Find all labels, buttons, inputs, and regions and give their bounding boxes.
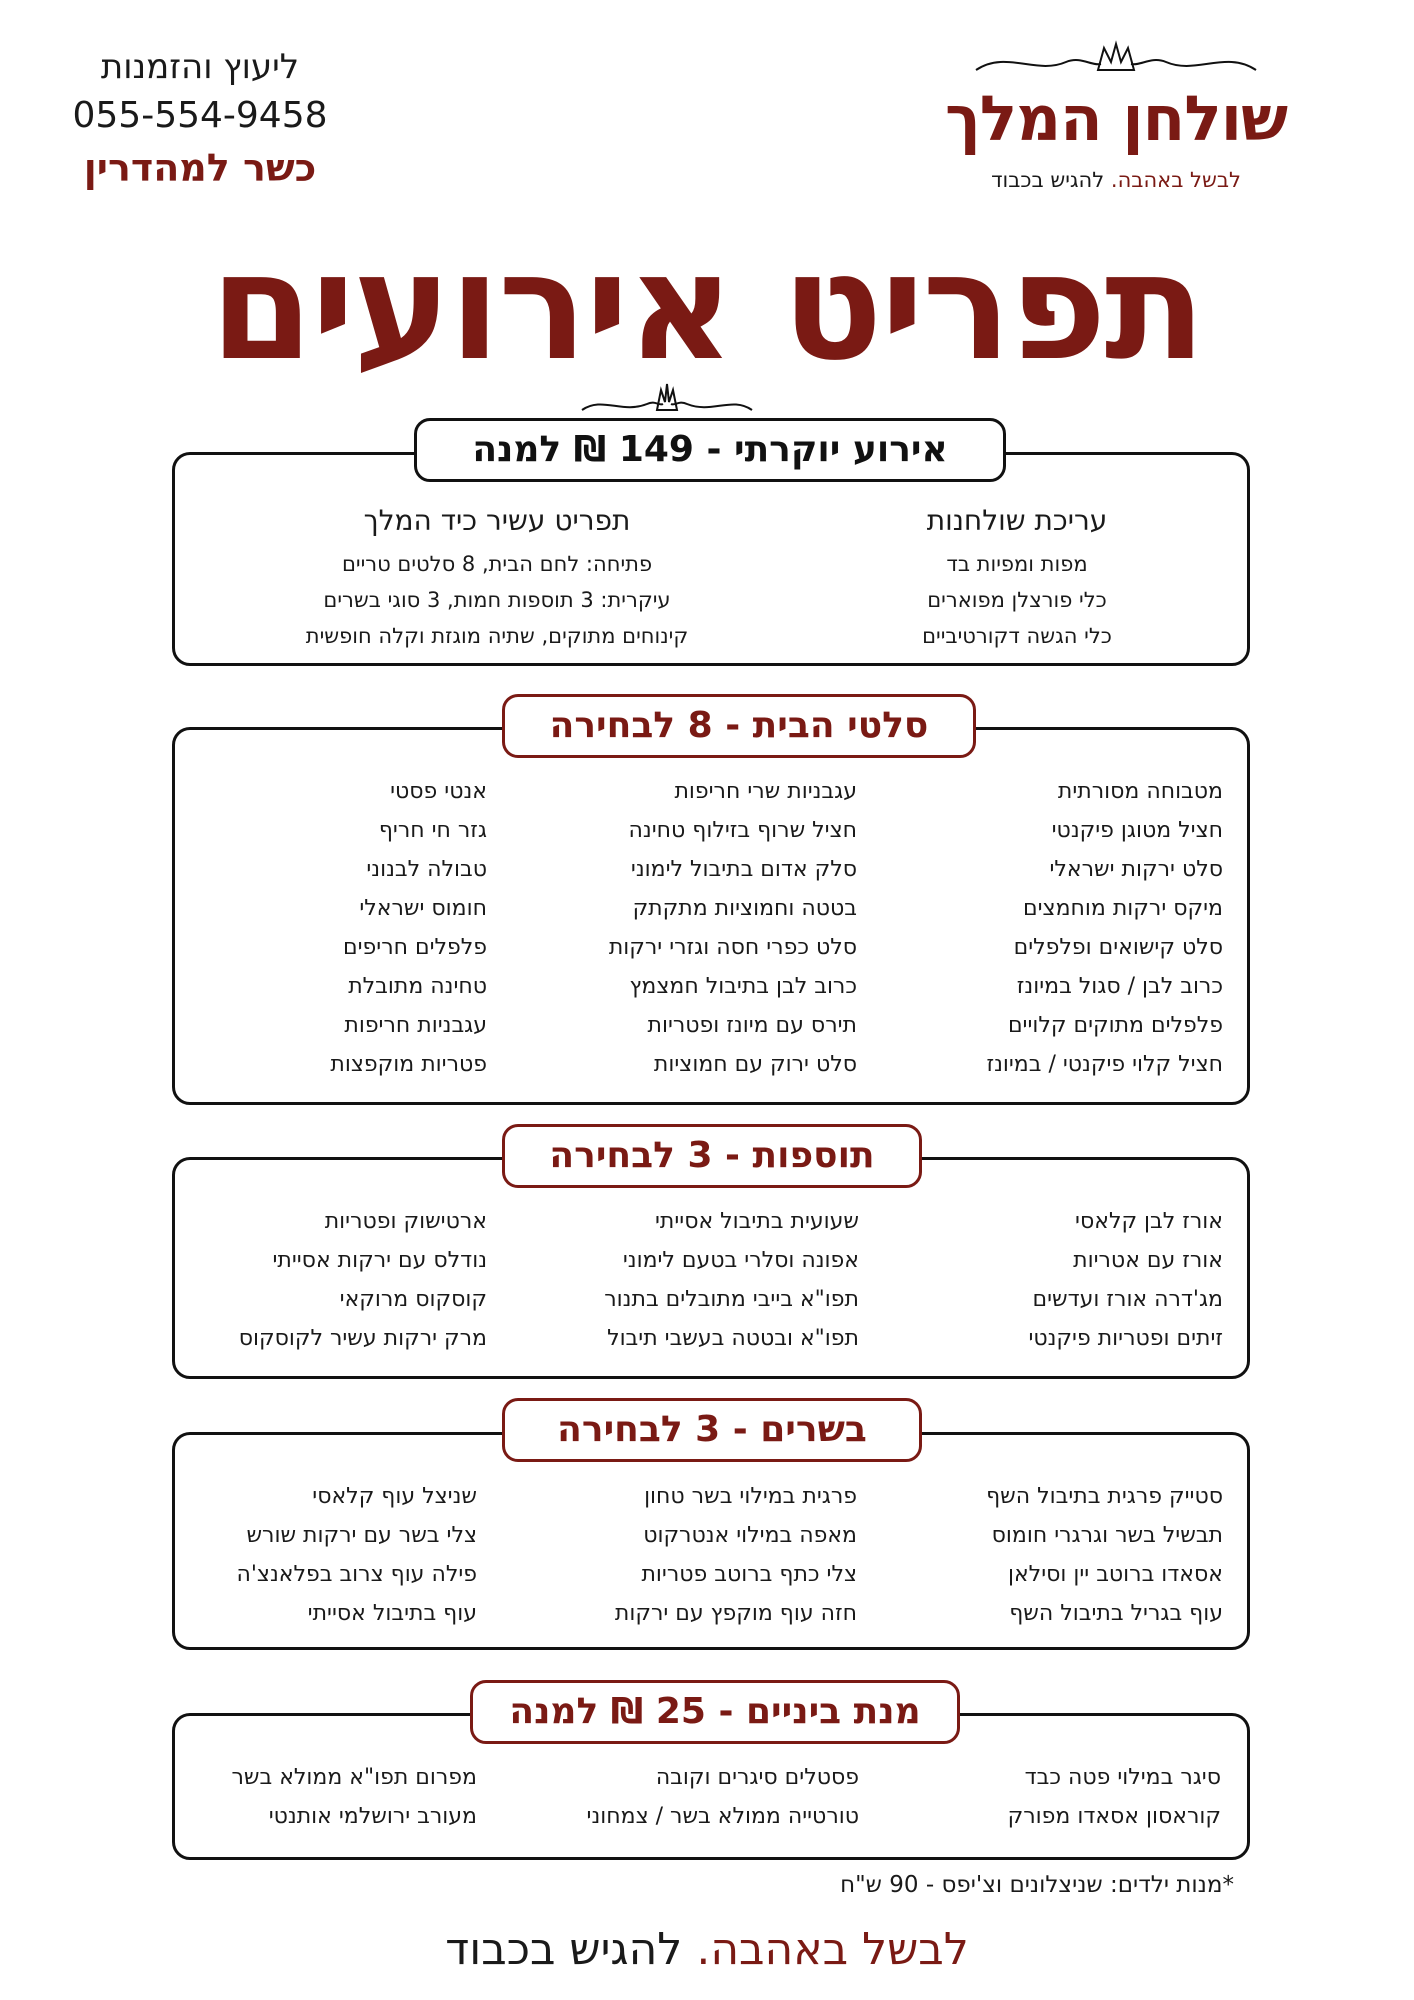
list-item: כלי הגשה דקורטיביים bbox=[922, 624, 1112, 648]
list-item: צלי בשר עם ירקות שורש bbox=[246, 1523, 477, 1548]
crown-ornament-icon bbox=[577, 378, 757, 418]
list-item: תפו"א ובטטה בעשבי תיבול bbox=[607, 1326, 859, 1351]
meats-column-1 bbox=[986, 1477, 1223, 1633]
list-item: אפונה וסלרי בטעם לימוני bbox=[622, 1248, 859, 1273]
premium-event-box bbox=[172, 452, 1250, 666]
list-item: עוף בתיבול אסייתי bbox=[307, 1601, 477, 1626]
list-item: סלט ירוק עם חמוציות bbox=[653, 1052, 857, 1077]
list-item: כרוב לבן / סגול במיונז bbox=[1016, 974, 1223, 999]
list-item: כרוב לבן בתיבול חמצמץ bbox=[629, 974, 857, 999]
meats-column-3 bbox=[237, 1477, 478, 1633]
list-item: מאפה במילוי אנטרקוט bbox=[643, 1523, 857, 1548]
list-item: מיקס ירקות מוחמצים bbox=[1023, 896, 1223, 921]
premium-event-pill: אירוע יוקרתי - 149 ₪ למנה bbox=[414, 418, 1006, 482]
sides-pill: תוספות - 3 לבחירה bbox=[502, 1124, 922, 1188]
list-item: מעורב ירושלמי אותנטי bbox=[268, 1804, 477, 1829]
list-item: מפות ומפיות בד bbox=[946, 552, 1088, 576]
table-setting-heading: עריכת שולחנות bbox=[926, 504, 1108, 537]
footer-slogan: לבשל באהבה. להגיש בכבוד bbox=[445, 1924, 969, 1975]
salads-column-2 bbox=[609, 772, 857, 1084]
meats-column-2 bbox=[615, 1477, 857, 1633]
meats-box bbox=[172, 1432, 1250, 1650]
sides-column-3 bbox=[239, 1202, 487, 1358]
salads-pill: סלטי הבית - 8 לבחירה bbox=[502, 694, 976, 758]
salads-box bbox=[172, 727, 1250, 1105]
list-item: חציל שרוף בזילוף טחינה bbox=[628, 818, 857, 843]
list-item: זיתים ופטריות פיקנטי bbox=[1028, 1326, 1223, 1351]
middle-column-3 bbox=[231, 1758, 477, 1836]
list-item: פתיחה: לחם הבית, 8 סלטים טריים bbox=[341, 552, 653, 576]
list-item: ארטישוק ופטריות bbox=[324, 1209, 487, 1234]
meats-pill: בשרים - 3 לבחירה bbox=[502, 1398, 922, 1462]
list-item: סלט כפרי חסה וגזרי ירקות bbox=[608, 935, 857, 960]
list-item: קוסקוס מרוקאי bbox=[339, 1287, 487, 1312]
list-item: שניצל עוף קלאסי bbox=[312, 1484, 477, 1509]
list-item: שעועית בתיבול אסייתי bbox=[654, 1209, 859, 1234]
rich-menu-column bbox=[267, 500, 727, 654]
list-item: צלי כתף ברוטב פטריות bbox=[641, 1562, 857, 1587]
crown-ornament-icon bbox=[966, 40, 1266, 80]
list-item: מטבוחה מסורתית bbox=[1057, 779, 1223, 804]
kosher-label: כשר למהדרין bbox=[83, 146, 317, 190]
contact-block bbox=[50, 44, 350, 194]
list-item: קינוחים מתוקים, שתיה מוגזת וקלה חופשית bbox=[305, 624, 689, 648]
kids-menu-note: *מנות ילדים: שניצלונים וצ'יפס - 90 ש"ח bbox=[840, 1872, 1234, 1898]
list-item: סלט ירקות ישראלי bbox=[1049, 857, 1223, 882]
list-item: פטריות מוקפצות bbox=[330, 1052, 487, 1077]
list-item: סטייק פרגית בתיבול השף bbox=[986, 1484, 1223, 1509]
list-item: טחינה מתובלת bbox=[348, 974, 487, 999]
list-item: נודלס עם ירקות אסייתי bbox=[272, 1248, 487, 1273]
list-item: פלפלים מתוקים קלויים bbox=[1007, 1013, 1223, 1038]
page-title: תפריט אירועים bbox=[210, 221, 1204, 393]
list-item: פלפלים חריפים bbox=[343, 935, 487, 960]
list-item: עוף בגריל בתיבול השף bbox=[1009, 1601, 1223, 1626]
rich-menu-heading: תפריט עשיר כיד המלך bbox=[363, 504, 631, 537]
list-item: עגבניות חריפות bbox=[344, 1013, 487, 1038]
brand-tagline: לבשל באהבה. להגיש בכבוד bbox=[991, 168, 1241, 192]
list-item: סלק אדום בתיבול לימוני bbox=[630, 857, 857, 882]
list-item: מרק ירקות עשיר לקוסקוס bbox=[238, 1326, 487, 1351]
list-item: טבולה לבנוני bbox=[366, 857, 487, 882]
list-item: אורז עם אטריות bbox=[1073, 1248, 1223, 1273]
phone-number[interactable]: 055-554-9458 bbox=[72, 95, 328, 136]
brand-block bbox=[916, 40, 1316, 192]
list-item: עגבניות שרי חריפות bbox=[674, 779, 857, 804]
list-item: תפו"א בייבי מתובלים בתנור bbox=[604, 1287, 859, 1312]
list-item: תבשיל בשר וגרגרי חומוס bbox=[991, 1523, 1223, 1548]
list-item: חומוס ישראלי bbox=[359, 896, 487, 921]
list-item: פסטלים סיגרים וקובה bbox=[655, 1765, 859, 1790]
list-item: סיגר במילוי פטה כבד bbox=[1024, 1765, 1221, 1790]
list-item: כלי פורצלן מפוארים bbox=[927, 588, 1107, 612]
brand-name: שולחן המלך bbox=[944, 82, 1288, 155]
list-item: מפרום תפו"א ממולא בשר bbox=[231, 1765, 477, 1790]
salads-column-3 bbox=[330, 772, 487, 1084]
middle-column-2 bbox=[587, 1758, 859, 1836]
list-item: קוראסון אסאדו מפורק bbox=[1007, 1804, 1221, 1829]
list-item: מג'דרה אורז ועדשים bbox=[1032, 1287, 1223, 1312]
contact-label: ליעוץ והזמנות bbox=[100, 47, 300, 87]
sides-box bbox=[172, 1157, 1250, 1379]
list-item: אנטי פסטי bbox=[390, 779, 487, 804]
list-item: טורטייה ממולא בשר / צמחוני bbox=[586, 1804, 859, 1829]
list-item: אורז לבן קלאסי bbox=[1075, 1209, 1223, 1234]
list-item: בטטה וחמוציות מתקתק bbox=[632, 896, 857, 921]
middle-course-pill: מנת ביניים - 25 ₪ למנה bbox=[470, 1680, 960, 1744]
middle-column-1 bbox=[1008, 1758, 1221, 1836]
list-item: תירס עם מיונז ופטריות bbox=[647, 1013, 857, 1038]
list-item: גזר חי חריף bbox=[378, 818, 487, 843]
list-item: עיקרית: 3 תוספות חמות, 3 סוגי בשרים bbox=[323, 588, 671, 612]
list-item: חציל מטוגן פיקנטי bbox=[1051, 818, 1223, 843]
list-item: פילה עוף צרוב בפלאנצ'ה bbox=[236, 1562, 477, 1587]
table-setting-column bbox=[857, 500, 1177, 654]
list-item: חזה עוף מוקפץ עם ירקות bbox=[614, 1601, 857, 1626]
sides-column-1 bbox=[1028, 1202, 1223, 1358]
sides-column-2 bbox=[604, 1202, 859, 1358]
list-item: חציל קלוי פיקנטי / במיונז bbox=[986, 1052, 1223, 1077]
list-item: אסאדו ברוטב יין וסילאן bbox=[1007, 1562, 1223, 1587]
salads-column-1 bbox=[986, 772, 1223, 1084]
list-item: פרגית במילוי בשר טחון bbox=[644, 1484, 857, 1509]
list-item: סלט קישואים ופלפלים bbox=[1013, 935, 1223, 960]
